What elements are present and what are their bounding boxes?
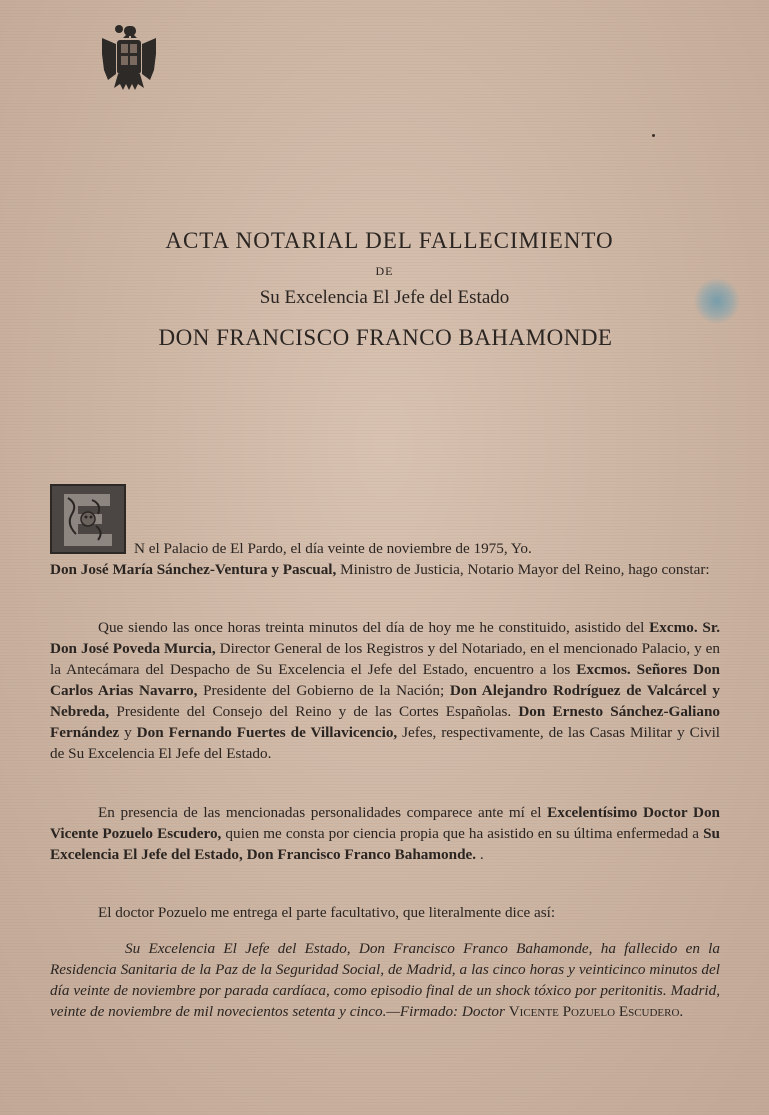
p3-text-e: . [476, 846, 484, 863]
ink-speck [652, 134, 655, 137]
p2-text-i: y [119, 724, 137, 741]
person-name: DON FRANCISCO FRANCO BAHAMONDE [158, 325, 613, 350]
document-title: ACTA NOTARIAL DEL FALLECIMIENTO [165, 228, 614, 253]
paragraph-doctor [50, 802, 720, 865]
arias-navarro-name: Excmos. Señores Don Carlos Arias Navarro, [50, 661, 720, 699]
p2-text-c: Director General de los Registros y del Notariado, en el mencionado Palacio, y en la Antecámara del Despacho de Su Excelencia el Jefe del Estado, encuentro a los [50, 640, 720, 678]
paragraph-attendees [50, 617, 720, 764]
paragraph-report-intro: El doctor Pozuelo me entrega el parte facultativo, que literalmente dice así: [98, 904, 556, 921]
eagle-coat-of-arms-icon [96, 20, 162, 96]
opening-continuation [50, 559, 720, 580]
paragraph-medical-report [50, 938, 720, 1022]
signing-doctor: Vicente Pozuelo Escudero. [508, 1003, 684, 1020]
p2-text-e: Presidente del Gobierno de la Nación; [197, 682, 450, 699]
sanchez-galiano-name: Don Ernesto Sánchez-Galiano Fernández [50, 703, 721, 741]
doctor-name: Excelentísimo Doctor Don Vicente Pozuelo Escudero, [50, 804, 721, 842]
fuertes-name: Don Fernando Fuertes de Villavicencio, [136, 724, 398, 741]
head-of-state-name: Su Excelencia El Jefe del Estado, Don Francisco Franco Bahamonde. [50, 825, 720, 863]
opening-line: N el Palacio de El Pardo, el día veinte de noviembre de 1975, Yo. [134, 540, 532, 557]
p2-text-g: Presidente del Consejo del Reino y de las Cortes Españolas. [109, 703, 519, 720]
document-subtitle: Su Excelencia El Jefe del Estado [259, 287, 510, 308]
p2-text-k: Jefes, respectivamente, de las Casas Militar y Civil de Su Excelencia El Jefe del Estado. [50, 724, 721, 762]
title-connector: DE [375, 264, 394, 278]
valcarcel-name: Don Alejandro Rodríguez de Valcárcel y Nebreda, [50, 682, 721, 720]
minister-name: Don José María Sánchez-Ventura y Pascual, [50, 561, 337, 578]
p3-text-a: En presencia de las mencionadas personalidades comparece ante mí el [98, 804, 548, 821]
ink-stain [694, 278, 740, 324]
opening-rest: Ministro de Justicia, Notario Mayor del Reino, hago constar: [336, 561, 710, 578]
p2-text-a: Que siendo las once horas treinta minutos del día de hoy me he constituido, asistido del [98, 619, 650, 636]
document-title-block [0, 228, 769, 351]
medical-report-text: Su Excelencia El Jefe del Estado, Don Francisco Franco Bahamonde, ha fallecido en la Residencia Sanitaria de la Paz de la Seguridad Social, de Madrid, a las cinco horas y veinticinco minutos del día veinte de noviembre por parada cardíaca, como episodio final de un shock tóxico por peritonitis. Madrid, veinte de noviembre de mil novecientos setenta y cinco.—Firmado: Doctor [50, 940, 720, 1020]
p3-text-c: quien me consta por ciencia propia que ha asistido en su última enfermedad a [221, 825, 704, 842]
director-name: Excmo. Sr. Don José Poveda Murcia, [50, 619, 720, 657]
paragraph-opening [50, 538, 720, 580]
